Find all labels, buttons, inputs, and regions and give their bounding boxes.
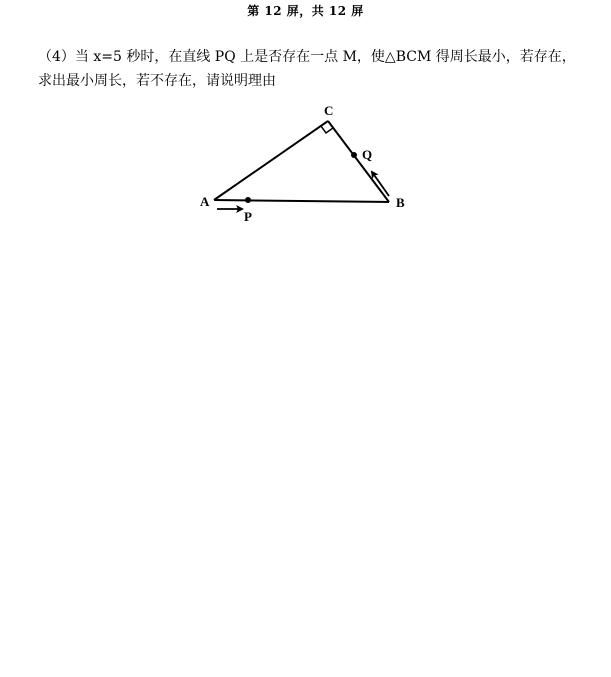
page-indicator: 第 12 屏，共 12 屏 (247, 4, 364, 18)
right-angle-mark (321, 126, 333, 133)
label-p: P (244, 209, 252, 224)
point-p (245, 197, 251, 203)
problem-line-1: （4）当 x=5 秒时，在直线 PQ 上是否存在一点 M，使△BCM 得周长最小，若存在， (38, 49, 576, 65)
side-ac (214, 121, 328, 200)
label-c: C (324, 103, 334, 118)
label-a: A (200, 194, 210, 209)
problem-line-2: 求出最小周长，若不存在，请说明理由 (38, 73, 276, 89)
side-ab (214, 200, 389, 202)
point-q (351, 152, 357, 158)
label-q: Q (362, 147, 373, 162)
side-cb (328, 121, 389, 202)
triangle-figure (190, 100, 420, 230)
problem-statement (38, 45, 588, 93)
label-b: B (396, 195, 405, 210)
